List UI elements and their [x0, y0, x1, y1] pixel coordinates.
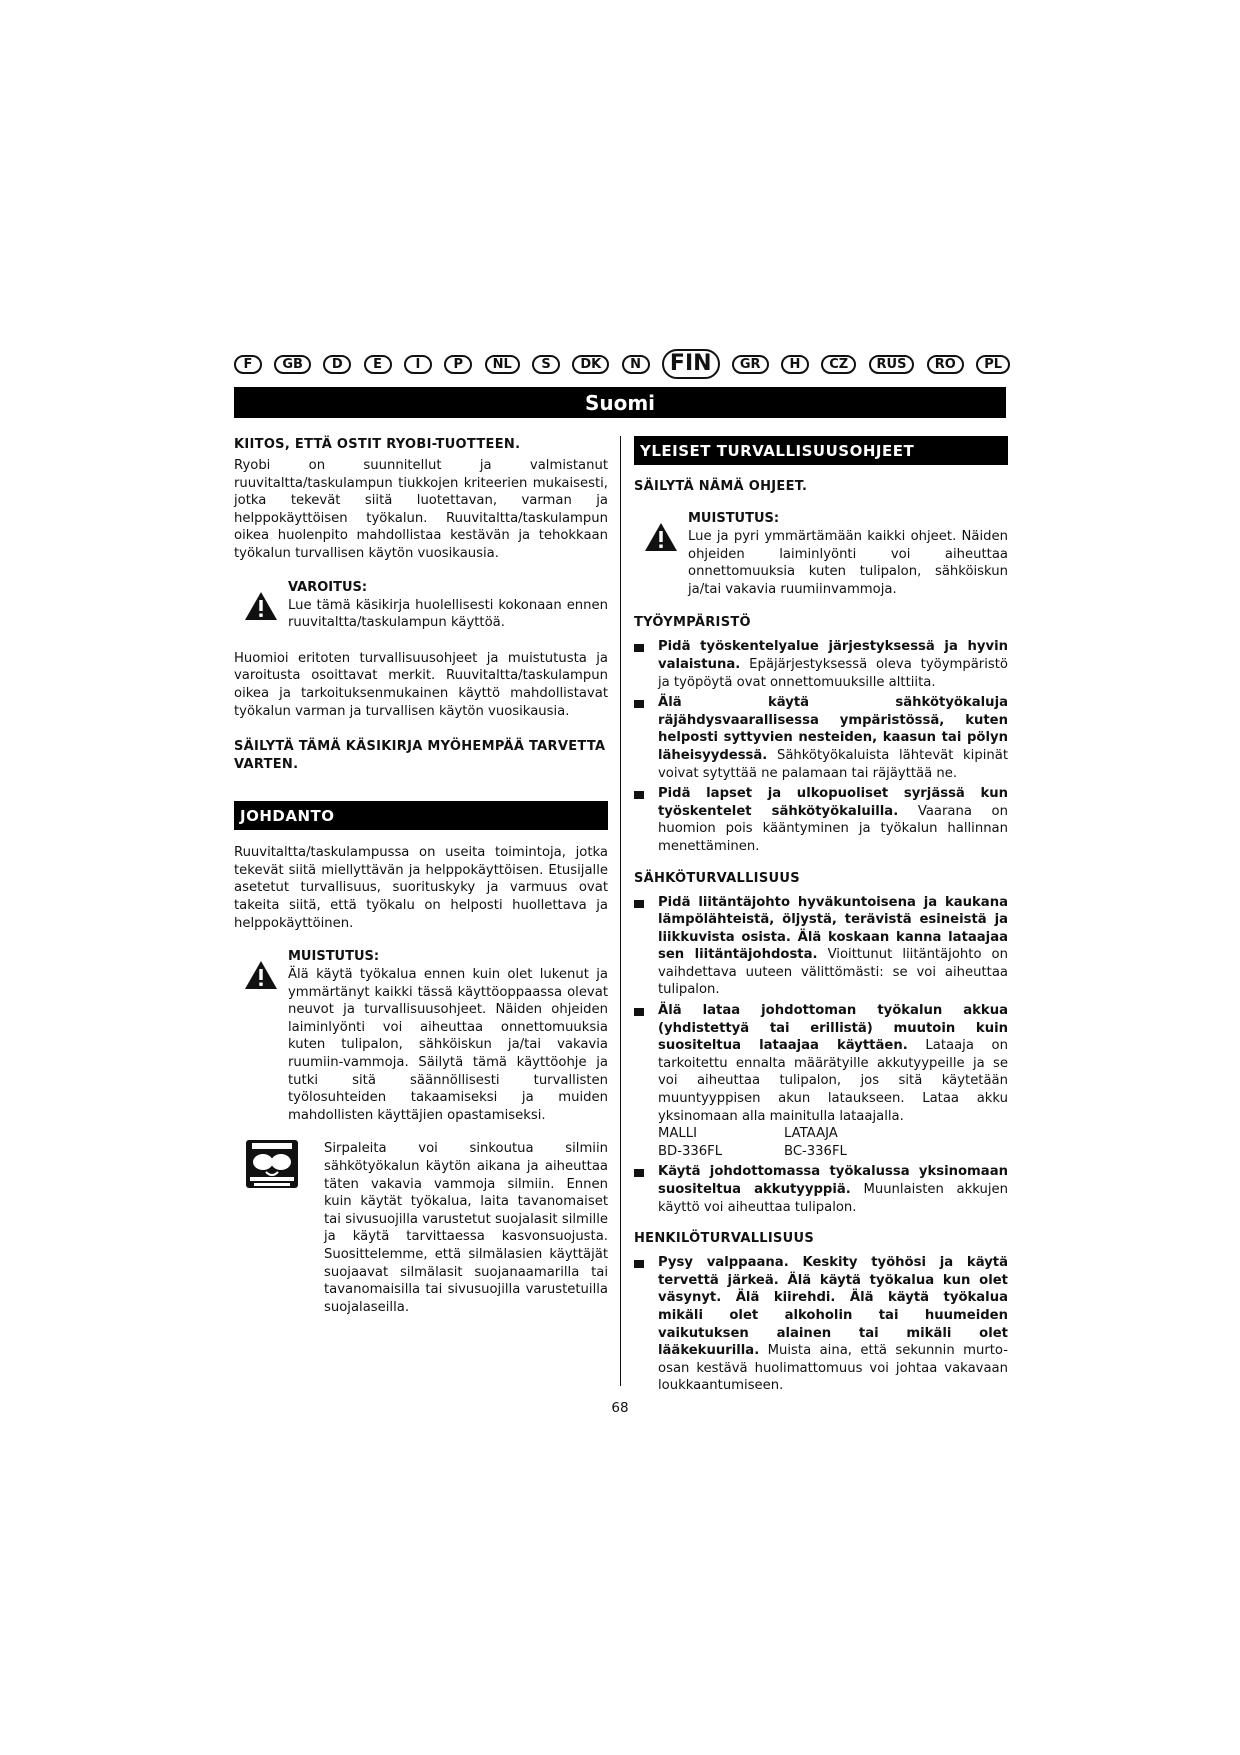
bullet-square-icon	[634, 1260, 644, 1268]
electrical-heading: SÄHKÖTURVALLISUUS	[634, 870, 800, 886]
keep-manual-heading: SÄILYTÄ TÄMÄ KÄSIKIRJA MYÖHEMPÄÄ TARVETTA VARTEN.	[234, 739, 606, 773]
personal-heading: HENKILÖTURVALLISUUS	[634, 1231, 815, 1247]
lang-tab-gb[interactable]: GB	[274, 355, 311, 374]
list-item	[634, 1002, 1008, 1160]
reminder-note	[234, 948, 608, 1124]
lang-tab-e[interactable]: E	[364, 355, 392, 374]
bullet-text: Vioittunut liitäntäjohto on vaihdettava uuteen välittömästi: se voi aiheuttaa tulipalon.	[658, 947, 1008, 998]
charger-value: BC-336FL	[784, 1143, 847, 1159]
right-column	[634, 432, 1008, 1398]
bullet-bold-text: Älä lataa johdottoman työkalun akkua (yhdistettyä tai erillistä) muutoin kuin suositeltua lataajaa käyttäen.	[658, 1003, 1008, 1054]
workplace-list	[634, 638, 1008, 855]
bullet-text: Sähkötyökaluista lähtevät kipinät voivat sytyttää ne palamaan tai räjäyttää ne.	[658, 747, 1008, 781]
page-number: 68	[611, 1400, 629, 1416]
safety-glasses-text: Sirpaleita voi sinkoutua silmiin sähkötyökalun käytön aikana ja aiheuttaa täten vakavia vammoja silmiin. Ennen kuin käytät työkalua, laita tavanomaiset tai sivusuojilla varustetut suojalasit silmille ja käytä tarvittaessa kasvonsuojusta. Suosittelemme, että silmälasien käyttäjät suojaavat silmälasit suojanaamarilla tai tavanomaisilla tai sivusuojilla varustetuilla suojalaseilla.	[324, 1141, 608, 1315]
model-charger-header	[658, 1125, 1008, 1143]
safety-glasses-icon	[246, 1140, 302, 1192]
safety-glasses-note	[234, 1140, 608, 1316]
lang-tab-pl[interactable]: PL	[976, 355, 1010, 374]
bullet-bold-text: Käytä johdottomassa työkalussa yksinomaan suositeltua akkutyyppiä.	[658, 1164, 1008, 1197]
reminder-label: MUISTUTUS:	[288, 949, 380, 965]
bullet-bold-text: Pidä lapset ja ulkopuoliset syrjässä kun työskentelet sähkötyökaluilla.	[658, 786, 1008, 819]
reminder-label-right: MUISTUTUS:	[688, 511, 780, 526]
bullet-square-icon	[634, 791, 644, 799]
lang-tab-h[interactable]: H	[781, 355, 809, 374]
lang-tab-rus[interactable]: RUS	[869, 355, 915, 374]
bullet-square-icon	[634, 700, 644, 708]
bullet-square-icon	[634, 644, 644, 652]
lang-tab-nl[interactable]: NL	[485, 355, 520, 374]
warning-triangle-icon	[234, 579, 288, 621]
list-item	[634, 638, 1008, 691]
bullet-text: Lataaja on tarkoitettu ennalta määrätyille akkutyypeille ja se voi aiheuttaa tulipalon, jos sitä käytetään muuntyyppisen akun lataukseen. Lataa akku yksinomaan alla mainitulla lataajalla.	[658, 1038, 1008, 1124]
lang-tab-cz[interactable]: CZ	[821, 355, 856, 374]
model-value: BD-336FL	[658, 1143, 723, 1159]
reminder-text-right: Lue ja pyri ymmärtämään kaikki ohjeet. Näiden ohjeiden laiminlyönti voi aiheuttaa onnettomuuksia kuten tulipalon, sähköiskun ja/tai vakavia ruumiinvammoja.	[688, 529, 1008, 597]
lang-tab-i[interactable]: I	[404, 355, 432, 374]
keep-instructions-heading: SÄILYTÄ NÄMÄ OHJEET.	[634, 479, 808, 494]
intro-paragraph: Ruuvitaltta/taskulampussa on useita toimintoja, jotka tekevät siitä miellyttävän ja helppokäyttöisen. Etusijalle asetetut turvallisuus, suorituskyky ja varmuus ovat takeita siitä, että työkalu on helposti huollettava ja helppokäyttöinen.	[234, 845, 608, 931]
warning-text: Lue tämä käsikirja huolellisesti kokonaan ennen ruuvitaltta/taskulampun käyttöä.	[288, 597, 608, 631]
lang-tab-f[interactable]: F	[234, 355, 262, 374]
bullet-text: Epäjärjestyksessä oleva työympäristö ja työpöytä ovat onnettomuuksille alttiita.	[658, 656, 1008, 690]
model-charger-values	[658, 1143, 1008, 1161]
workplace-heading: TYÖYMPÄRISTÖ	[634, 615, 751, 631]
bullet-square-icon	[634, 1008, 644, 1016]
bullet-bold-text: Pysy valppaana. Keskity työhösi ja käytä tervettä järkeä. Älä käytä työkalua kun olet väsynyt. Älä kiirehdi. Älä käytä työkalua mikäli olet alkoholin tai huumeiden vaikutuksen alainen tai mikäli olet lääkekuurilla.	[658, 1255, 1008, 1359]
bullet-bold-text: Pidä työskentelyalue järjestyksessä ja hyvin valaistuna.	[658, 639, 1008, 672]
reminder-note-right	[634, 510, 1008, 598]
list-item	[634, 1254, 1008, 1395]
bullet-text: Muunlaisten akkujen käyttö voi aiheuttaa tulipalon.	[658, 1182, 1008, 1215]
lang-tab-gr[interactable]: GR	[732, 355, 769, 374]
column-divider	[620, 436, 621, 1386]
lang-tab-p[interactable]: P	[444, 355, 472, 374]
page-title: Suomi	[234, 387, 1006, 418]
personal-list	[634, 1254, 1008, 1395]
lang-tab-dk[interactable]: DK	[572, 355, 609, 374]
lang-tab-s[interactable]: S	[532, 355, 560, 374]
thanks-heading: KIITOS, ETTÄ OSTIT RYOBI-TUOTTEEN.	[234, 437, 521, 452]
lang-tab-ro[interactable]: RO	[927, 355, 964, 374]
bullet-text: Muista aina, että sekunnin murto-osan kestävä huolimattomuus voi johtaa vakavaan loukkaantumiseen.	[658, 1343, 1008, 1394]
thanks-paragraph: Ryobi on suunnitellut ja valmistanut ruuvitaltta/taskulampun tiukkojen kriteerien mukaisesti, jotka tekevät siitä luotettavan, varman ja helppokäyttöisen työkalun. Ruuvitaltta/taskulampun oikea huolenpito mahdollistaa kestävän ja tehokkaan työkalun turvallisen käytön vuosikausia.	[234, 458, 608, 561]
list-item	[634, 1163, 1008, 1216]
electrical-list	[634, 894, 1008, 1217]
bullet-square-icon	[634, 900, 644, 908]
list-item	[634, 694, 1008, 782]
warning-label: VAROITUS:	[288, 579, 368, 595]
reminder-text: Älä käytä työkalua ennen kuin olet lukenut ja ymmärtänyt kaikki tässä käyttöoppaassa olevat neuvot ja turvallisuusohjeet. Näiden ohjeiden laiminlyönti voi aiheuttaa onnettomuuksia kuten tulipalon, sähköiskun ja/tai vakavia ruumiin-vammoja. Säilytä tämä käyttöohje ja tutki sitä säännöllisesti turvallisten työlosuhteiden takaamiseksi ja muiden mahdollisten käyttäjien opastamiseksi.	[288, 967, 608, 1123]
warning-note	[234, 579, 608, 632]
bullet-bold-text: Älä käytä sähkötyökaluja räjähdysvaarallisessa ympäristössä, kuten helposti syttyvien nesteiden, kaasun tai pölyn läheisyydessä.	[658, 695, 1008, 763]
intro-section-header: JOHDANTO	[234, 801, 608, 830]
lang-tab-n[interactable]: N	[622, 355, 650, 374]
general-safety-header: YLEISET TURVALLISUUSOHJEET	[634, 436, 1008, 465]
language-selector	[234, 349, 1010, 379]
bullet-bold-text: Pidä liitäntäjohto hyväkuntoisena ja kaukana lämpölähteistä, öljystä, terävistä esineistä ja liikkuvista osista. Älä koskaan kanna lataajaa sen liitäntäjohdosta.	[658, 894, 1008, 963]
lang-tab-d[interactable]: D	[323, 355, 351, 374]
list-item	[634, 785, 1008, 855]
list-item	[634, 894, 1008, 1000]
notice-paragraph: Huomioi eritoten turvallisuusohjeet ja muistutusta ja varoitusta osoittavat merkit. Ruuvitaltta/taskulampun oikea ja tarkoituksenmukainen käyttö mahdollistavat työkalun varman ja turvallisen käytön vuosikausia.	[234, 650, 608, 719]
model-label: MALLI	[658, 1126, 697, 1142]
lang-tab-fin-active[interactable]: FIN	[662, 349, 720, 379]
warning-triangle-icon	[634, 510, 688, 552]
charger-label: LATAAJA	[784, 1126, 838, 1142]
left-column	[234, 432, 608, 1316]
bullet-square-icon	[634, 1169, 644, 1177]
bullet-text: Vaarana on huomion pois kääntyminen ja työkalun hallinnan menettäminen.	[658, 803, 1008, 854]
warning-triangle-icon	[234, 948, 288, 990]
